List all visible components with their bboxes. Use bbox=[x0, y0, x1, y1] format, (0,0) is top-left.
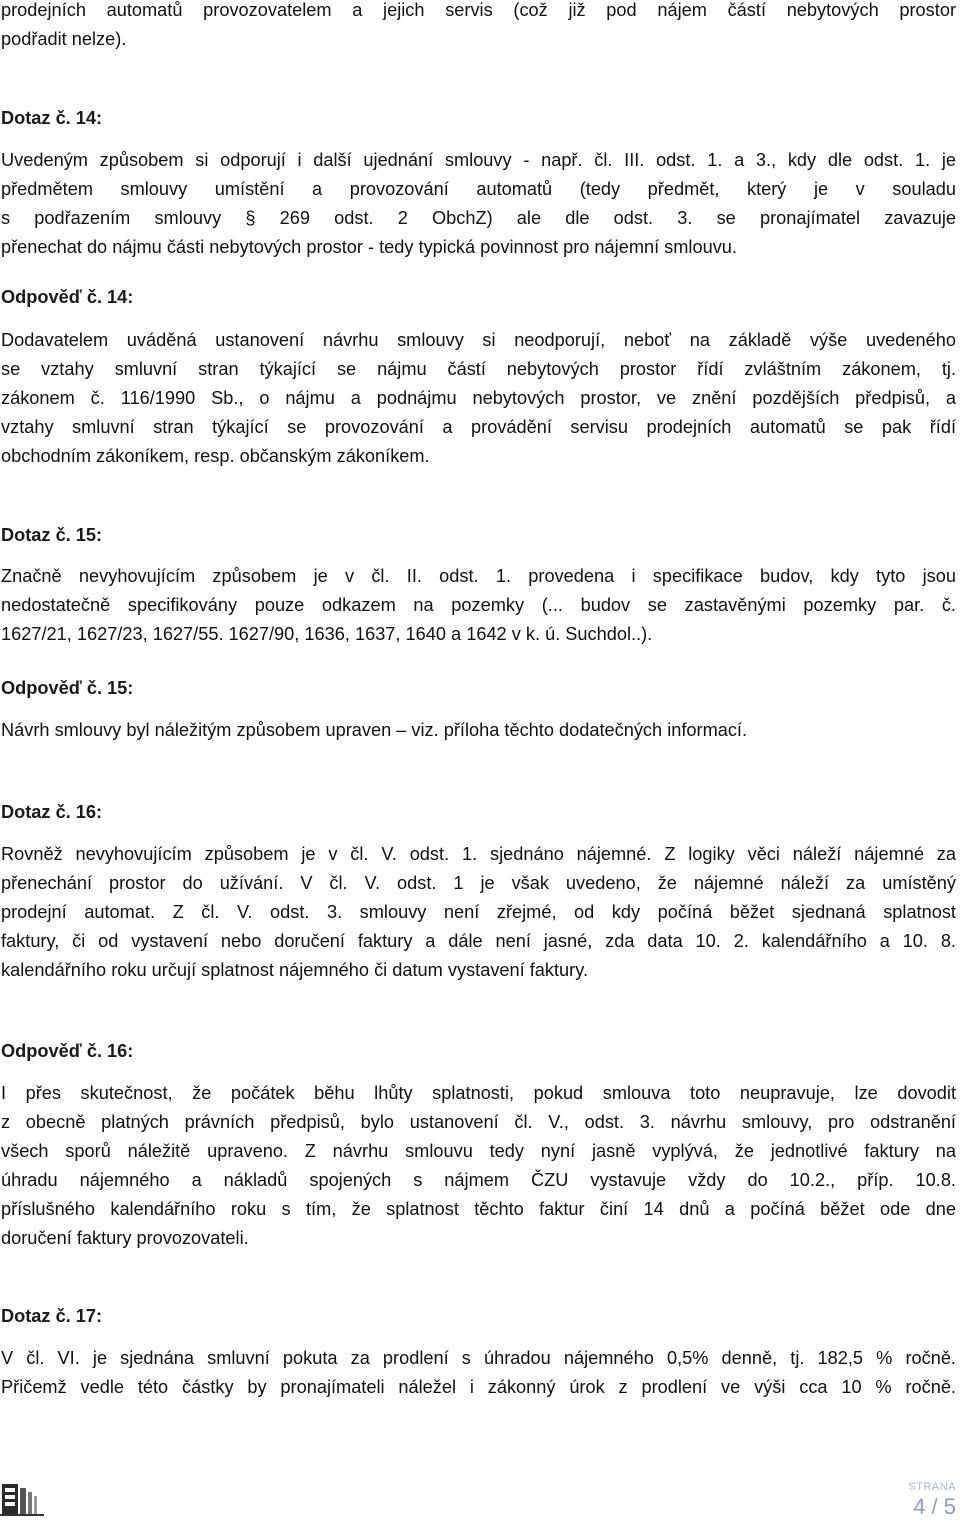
text-line: faktury, či od vystavení nebo doručení faktury a dále není jasné, zda data 10. 2. kalendářního a 10. 8. bbox=[1, 931, 956, 951]
question-17-text bbox=[1, 1344, 956, 1402]
text-line: podřadit nelze). bbox=[1, 29, 127, 49]
text-line: všech sporů náležitě upraveno. Z návrhu smlouvu tedy nyní jasně vyplývá, že jednotlivé faktury na bbox=[1, 1141, 956, 1161]
text-line: vztahy smluvní stran týkající se provozování a provádění servisu prodejních automatů se pak řídí bbox=[1, 417, 956, 437]
text-line: přenechání prostor do užívání. V čl. V. odst. 1 je však uvedeno, že nájemné náleží za umístěný bbox=[1, 873, 956, 893]
question-14-heading: Dotaz č. 14: bbox=[1, 108, 103, 128]
answer-15-text bbox=[1, 716, 956, 745]
text-line: zákonem č. 116/1990 Sb., o nájmu a podnájmu nebytových prostor, ve znění pozdějších předpisů, a bbox=[1, 388, 956, 408]
text-line: prodejní automat. Z čl. V. odst. 3. smlouvy není zřejmé, od kdy počíná běžet sjednaná splatnost bbox=[1, 902, 956, 922]
text-line: kalendářního roku určují splatnost nájemného či datum vystavení faktury. bbox=[1, 960, 589, 980]
answer-15-heading: Odpověď č. 15: bbox=[1, 678, 134, 698]
answer-14-text bbox=[1, 326, 956, 471]
intro-paragraph bbox=[1, 0, 956, 54]
text-line: V čl. VI. je sjednána smluvní pokuta za prodlení s úhradou nájemného 0,5% denně, tj. 182,5 % ročně. bbox=[1, 1348, 956, 1368]
text-line: Rovněž nevyhovujícím způsobem je v čl. V. odst. 1. sjednáno nájemné. Z logiky věci náleží nájemné za bbox=[1, 844, 956, 864]
text-line: doručení faktury provozovateli. bbox=[1, 1228, 249, 1248]
text-line: Přičemž vedle této částky by pronajímateli náležel i zákonný úrok z prodlení ve výši cca 10 % ročně. bbox=[1, 1377, 956, 1397]
page-label: STRANA bbox=[908, 1481, 956, 1493]
question-15-text bbox=[1, 562, 956, 649]
text-line: příslušného kalendářního roku s tím, že splatnost těchto faktur činí 14 dnů a počíná běžet ode dne bbox=[1, 1199, 956, 1219]
text-line: Uvedeným způsobem si odporují i další ujednání smlouvy - např. čl. III. odst. 1. a 3., kdy dle odst. 1. je bbox=[1, 150, 956, 170]
text-line: se vztahy smluvní stran týkající se nájmu částí nebytových prostor řídí zvláštním zákonem, tj. bbox=[1, 359, 956, 379]
question-16-text bbox=[1, 840, 956, 985]
text-line: I přes skutečnost, že počátek běhu lhůty splatnosti, pokud smlouva toto neupravuje, lze dovodit bbox=[1, 1083, 956, 1103]
czu-logo-icon bbox=[0, 1478, 44, 1518]
page-number: 4 / 5 bbox=[913, 1494, 956, 1519]
text-line: 1627/21, 1627/23, 1627/55. 1627/90, 1636, 1637, 1640 a 1642 v k. ú. Suchdol..). bbox=[1, 624, 653, 644]
answer-14-heading: Odpověď č. 14: bbox=[1, 287, 134, 307]
text-line: z obecně platných právních předpisů, bylo ustanovení čl. V., odst. 3. návrhu smlouvy, pro odstranění bbox=[1, 1112, 956, 1132]
text-line: prodejních automatů provozovatelem a jejich servis (což již pod nájem částí nebytových prostor bbox=[1, 0, 956, 20]
text-line: Značně nevyhovujícím způsobem je v čl. II. odst. 1. provedena i specifikace budov, kdy tyto jsou bbox=[1, 566, 956, 586]
answer-16-text bbox=[1, 1079, 956, 1253]
text-line: s podřazením smlouvy § 269 odst. 2 ObchZ) ale dle odst. 3. se pronajímatel zavazuje bbox=[1, 208, 956, 228]
text-line: předmětem smlouvy umístění a provozování automatů (tedy předmět, který je v souladu bbox=[1, 179, 956, 199]
text-line: nedostatečně specifikovány pouze odkazem na pozemky (... budov se zastavěnými pozemky par. č. bbox=[1, 595, 956, 615]
text-line: úhradu nájemného a nákladů spojených s nájmem ČZU vystavuje vždy do 10.2., příp. 10.8. bbox=[1, 1170, 956, 1190]
text-line: Dodavatelem uváděná ustanovení návrhu smlouvy si neodporují, neboť na základě výše uvedeného bbox=[1, 330, 956, 350]
answer-16-heading: Odpověď č. 16: bbox=[1, 1041, 134, 1061]
question-15-heading: Dotaz č. 15: bbox=[1, 525, 103, 545]
text-line: Návrh smlouvy byl náležitým způsobem upraven – viz. příloha těchto dodatečných informací. bbox=[1, 720, 748, 740]
text-line: přenechat do nájmu části nebytových prostor - tedy typická povinnost pro nájemní smlouvu. bbox=[1, 237, 737, 257]
question-17-heading: Dotaz č. 17: bbox=[1, 1306, 103, 1326]
text-line: obchodním zákoníkem, resp. občanským zákoníkem. bbox=[1, 446, 430, 466]
question-14-text bbox=[1, 146, 956, 262]
question-16-heading: Dotaz č. 16: bbox=[1, 802, 103, 822]
